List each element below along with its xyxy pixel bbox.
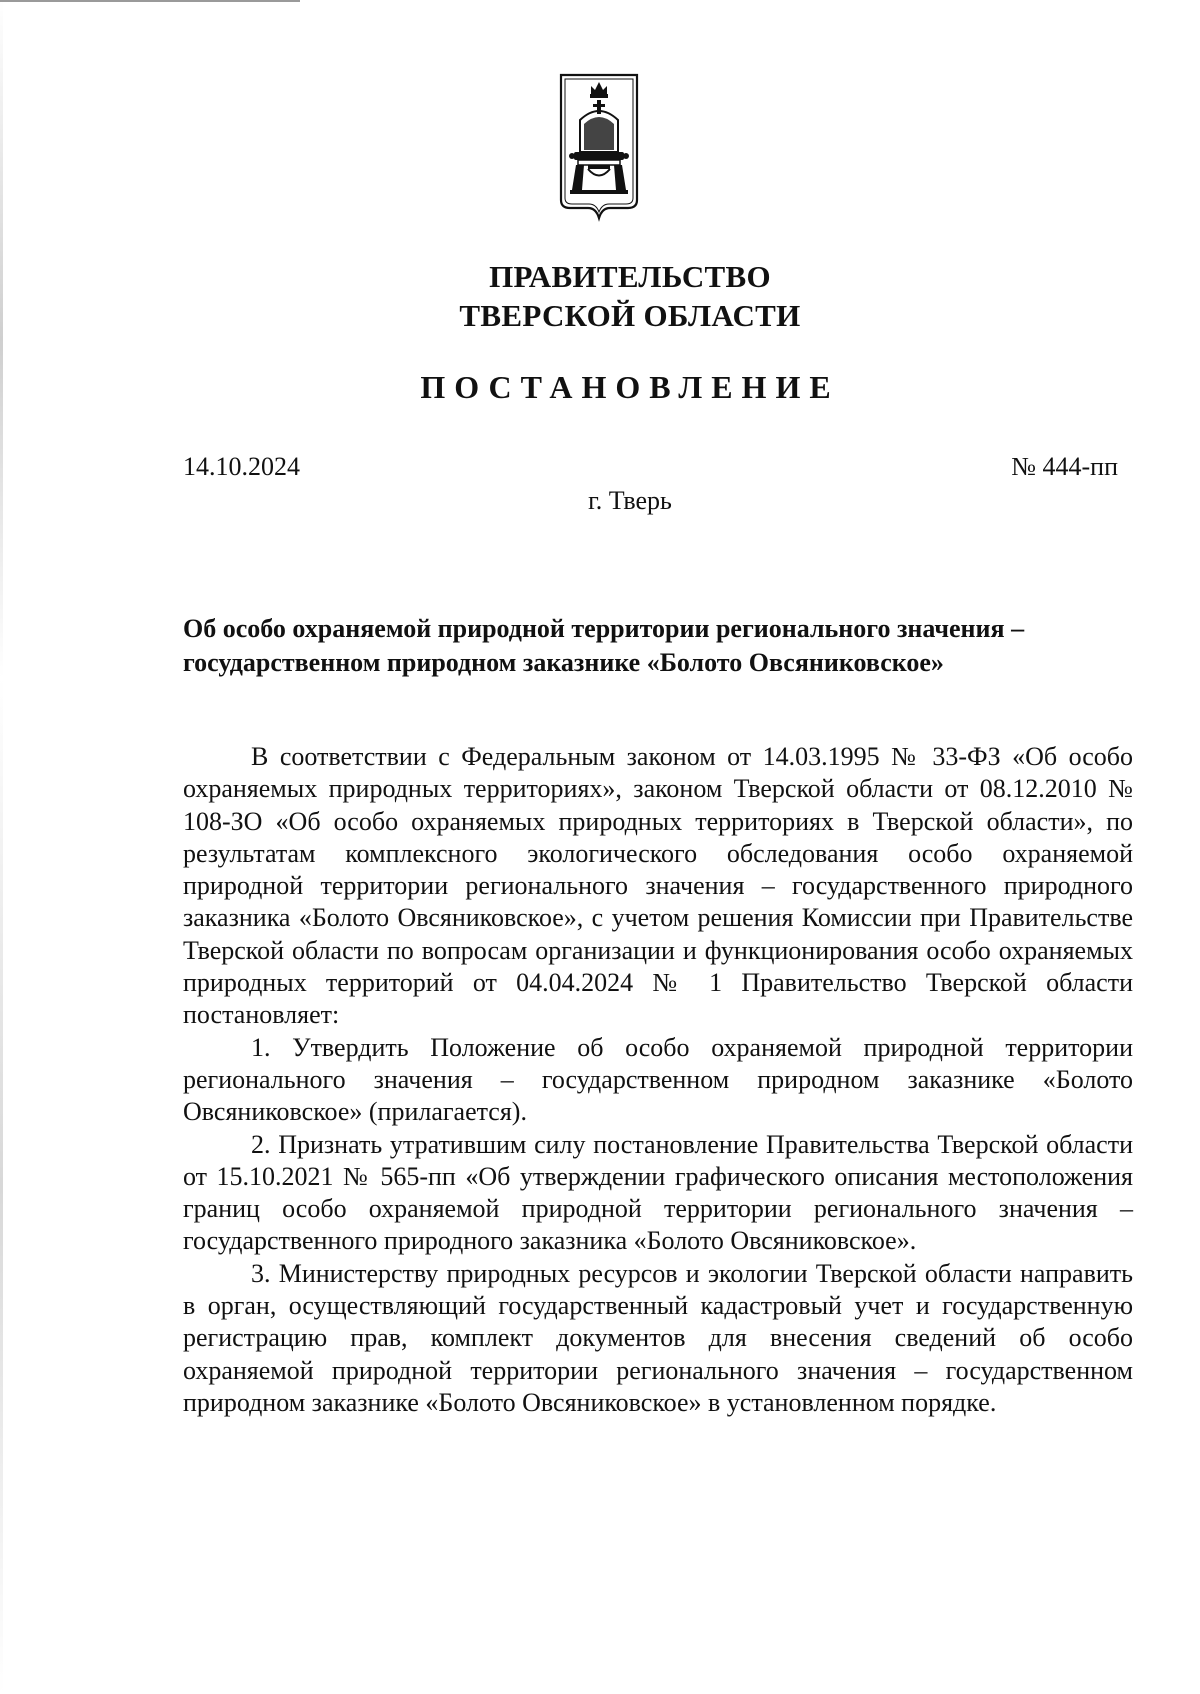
body-item-1: 1. Утвердить Положение об особо охраняемой природной территории регионального значения – государственном природном заказнике «Болото Овсяниковское» (прилагается). <box>183 1032 1133 1127</box>
body-item-3: 3. Министерству природных ресурсов и экологии Тверской области направить в орган, осуществляющий государственный кадастровый учет и государственную регистрацию прав, комплект документов для внесения сведений об особо охраняемой природной территории регионального значения – государственном природном заказнике «Болото Овсяниковское» в установленном порядке. <box>183 1258 1133 1417</box>
scan-left-edge <box>0 0 3 1694</box>
document-type-title: ПОСТАНОВЛЕНИЕ <box>420 369 840 405</box>
document-subject: Об особо охраняемой природной территории регионального значения – государственном природном заказнике «Болото Овсяниковское» <box>183 614 1025 677</box>
tver-coat-of-arms-icon <box>558 72 640 222</box>
document-date: 14.10.2024 <box>183 452 300 481</box>
government-name-line1: ПРАВИТЕЛЬСТВО <box>489 259 771 294</box>
document-body <box>183 741 1133 1419</box>
body-item-2: 2. Признать утратившим силу постановление Правительства Тверской области от 15.10.2021 № 565-пп «Об утверждении графического описания местоположения границ особо охраняемой природной территории регионального значения – государственного природного заказника «Болото Овсяниковское». <box>183 1129 1133 1256</box>
document-place: г. Тверь <box>588 486 672 515</box>
body-preamble: В соответствии с Федеральным законом от 14.03.1995 № 33-ФЗ «Об особо охраняемых природных территориях», законом Тверской области от 08.12.2010 № 108-ЗО «Об особо охраняемых природных территориях в Тверской области», по результатам комплексного экологического обследования особо охраняемой природной территории регионального значения – государственного природного заказника «Болото Овсяниковское», с учетом решения Комиссии при Правительстве Тверской области по вопросам организации и функционирования особо охраняемых природных территорий от 04.04.2024 № 1 Правительство Тверской области постановляет: <box>183 742 1133 1030</box>
document-number: № 444-пп <box>1011 452 1118 481</box>
scan-top-edge <box>0 0 300 2</box>
government-name-line2: ТВЕРСКОЙ ОБЛАСТИ <box>459 298 801 333</box>
